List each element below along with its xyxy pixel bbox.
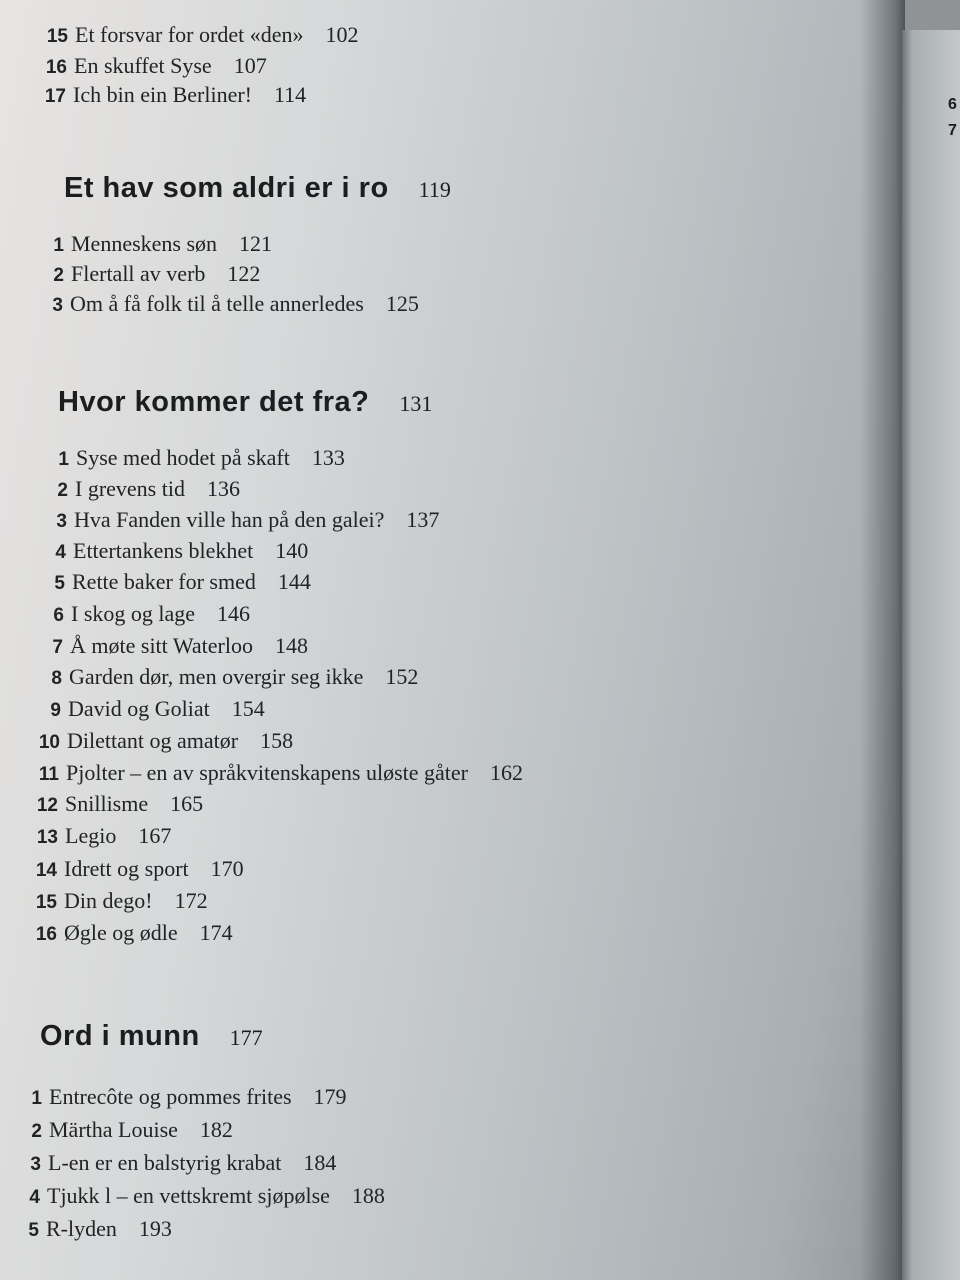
entry-number: 6 bbox=[53, 605, 64, 626]
entry-page: 188 bbox=[351, 1183, 385, 1208]
entry-page: 154 bbox=[231, 696, 265, 721]
entry-number: 11 bbox=[38, 764, 59, 785]
section-title: Hvor kommer det fra? bbox=[58, 386, 370, 418]
entry-number: 2 bbox=[53, 265, 64, 286]
section-heading bbox=[64, 172, 451, 205]
entry-page: 133 bbox=[311, 445, 345, 470]
entry-page: 121 bbox=[239, 231, 273, 256]
section-page: 119 bbox=[418, 177, 451, 202]
page-gutter-shadow bbox=[860, 0, 905, 1280]
entry-number: 12 bbox=[36, 795, 58, 816]
entry-title: Om å få folk til å telle annerledes bbox=[70, 291, 364, 316]
toc-entry bbox=[42, 82, 306, 110]
section-title: Ord i munn bbox=[40, 1020, 200, 1052]
entry-number: 1 bbox=[53, 235, 64, 256]
entry-page: 148 bbox=[274, 633, 308, 658]
toc-entry bbox=[34, 791, 203, 819]
toc-entry bbox=[18, 1084, 347, 1112]
entry-page: 125 bbox=[385, 291, 419, 316]
toc-entry bbox=[44, 22, 358, 50]
entry-number: 14 bbox=[35, 860, 57, 881]
toc-entry bbox=[40, 261, 260, 289]
toc-entry bbox=[39, 291, 419, 319]
entry-title: David og Goliat bbox=[68, 696, 210, 721]
toc-entry bbox=[17, 1150, 336, 1178]
entry-page: 144 bbox=[277, 569, 311, 594]
entry-title: En skuffet Syse bbox=[74, 53, 212, 78]
entry-page: 193 bbox=[138, 1216, 172, 1241]
toc-entry bbox=[33, 856, 244, 884]
entry-number: 8 bbox=[51, 668, 62, 689]
entry-page: 170 bbox=[210, 856, 244, 881]
toc-entry bbox=[35, 760, 523, 788]
entry-number: 2 bbox=[31, 1121, 42, 1142]
entry-title: Å møte sitt Waterloo bbox=[70, 633, 253, 658]
entry-page: 174 bbox=[199, 920, 233, 945]
entry-title: L-en er en balstyrig krabat bbox=[48, 1150, 282, 1175]
entry-page: 137 bbox=[406, 507, 440, 532]
section-heading bbox=[40, 1020, 263, 1053]
entry-page: 146 bbox=[217, 601, 251, 626]
toc-entry bbox=[36, 728, 293, 756]
entry-title: Legio bbox=[65, 823, 117, 848]
entry-page: 179 bbox=[313, 1084, 347, 1109]
entry-title: Garden dør, men overgir seg ikke bbox=[69, 664, 364, 689]
entry-number: 5 bbox=[28, 1220, 39, 1241]
entry-page: 158 bbox=[260, 728, 294, 753]
toc-entry bbox=[33, 888, 208, 916]
toc-entry bbox=[39, 633, 308, 661]
entry-title: R-lyden bbox=[46, 1216, 117, 1241]
entry-page: 172 bbox=[174, 888, 208, 913]
entry-number: 3 bbox=[30, 1154, 41, 1175]
section-page: 177 bbox=[229, 1025, 263, 1050]
entry-number: 16 bbox=[45, 57, 67, 78]
entry-title: Snillisme bbox=[65, 791, 149, 816]
entry-title: Märtha Louise bbox=[49, 1117, 178, 1142]
entry-number: 4 bbox=[55, 542, 66, 563]
entry-title: I skog og lage bbox=[71, 601, 196, 626]
entry-title: Et forsvar for ordet «den» bbox=[75, 22, 304, 47]
entry-title: Rette baker for smed bbox=[72, 569, 256, 594]
entry-number: 10 bbox=[38, 732, 60, 753]
toc-entry bbox=[40, 231, 272, 259]
entry-page: 165 bbox=[170, 791, 204, 816]
entry-number: 16 bbox=[35, 924, 57, 945]
entry-page: 122 bbox=[227, 261, 261, 286]
section-page: 131 bbox=[399, 391, 433, 416]
facing-page-number: 7 bbox=[948, 122, 957, 139]
entry-title: Ettertankens blekhet bbox=[73, 538, 254, 563]
entry-title: Entrecôte og pommes frites bbox=[49, 1084, 292, 1109]
toc-entry bbox=[33, 920, 233, 948]
toc-entry bbox=[15, 1216, 172, 1244]
entry-page: 107 bbox=[233, 53, 267, 78]
entry-number: 7 bbox=[52, 637, 63, 658]
entry-page: 114 bbox=[274, 82, 307, 107]
entry-page: 140 bbox=[275, 538, 309, 563]
entry-title: Hva Fanden ville han på den galei? bbox=[74, 507, 385, 532]
entry-number: 5 bbox=[54, 573, 65, 594]
facing-page-number: 6 bbox=[948, 96, 957, 113]
entry-title: Menneskens søn bbox=[71, 231, 218, 256]
entry-title: I grevens tid bbox=[75, 476, 185, 501]
toc-entry bbox=[18, 1117, 233, 1145]
entry-title: Øgle og ødle bbox=[64, 920, 178, 945]
toc-entry bbox=[42, 538, 308, 566]
entry-page: 102 bbox=[325, 22, 359, 47]
entry-title: Dilettant og amatør bbox=[67, 728, 239, 753]
entry-number: 4 bbox=[29, 1187, 40, 1208]
toc-entry bbox=[34, 823, 171, 851]
toc-entry bbox=[44, 476, 240, 504]
entry-page: 152 bbox=[385, 664, 419, 689]
toc-entry bbox=[37, 696, 265, 724]
entry-number: 2 bbox=[57, 480, 68, 501]
section-title: Et hav som aldri er i ro bbox=[64, 172, 389, 204]
entry-number: 3 bbox=[52, 295, 63, 316]
entry-title: Syse med hodet på skaft bbox=[76, 445, 290, 470]
entry-title: Din dego! bbox=[64, 888, 153, 913]
entry-number: 3 bbox=[56, 511, 67, 532]
entry-title: Ich bin ein Berliner! bbox=[73, 82, 252, 107]
entry-page: 184 bbox=[303, 1150, 337, 1175]
entry-title: Idrett og sport bbox=[64, 856, 189, 881]
entry-number: 15 bbox=[35, 892, 57, 913]
section-heading bbox=[58, 386, 432, 419]
toc-entry bbox=[40, 601, 250, 629]
entry-number: 13 bbox=[36, 827, 58, 848]
facing-page-edge bbox=[902, 30, 960, 1280]
entry-number: 1 bbox=[31, 1088, 42, 1109]
entry-title: Flertall av verb bbox=[71, 261, 206, 286]
entry-page: 136 bbox=[206, 476, 240, 501]
toc-entry bbox=[16, 1183, 385, 1211]
toc-entry bbox=[43, 507, 439, 535]
entry-title: Pjolter – en av språkvitenskapens uløste gåter bbox=[66, 760, 469, 785]
entry-number: 15 bbox=[46, 26, 68, 47]
entry-number: 9 bbox=[50, 700, 61, 721]
entry-number: 1 bbox=[58, 449, 69, 470]
entry-number: 17 bbox=[44, 86, 66, 107]
toc-entry bbox=[38, 664, 418, 692]
toc-entry bbox=[41, 569, 311, 597]
entry-title: Tjukk l – en vettskremt sjøpølse bbox=[47, 1183, 330, 1208]
entry-page: 167 bbox=[138, 823, 172, 848]
entry-page: 162 bbox=[490, 760, 524, 785]
toc-entry bbox=[45, 445, 345, 473]
entry-page: 182 bbox=[199, 1117, 233, 1142]
toc-entry bbox=[43, 53, 267, 81]
